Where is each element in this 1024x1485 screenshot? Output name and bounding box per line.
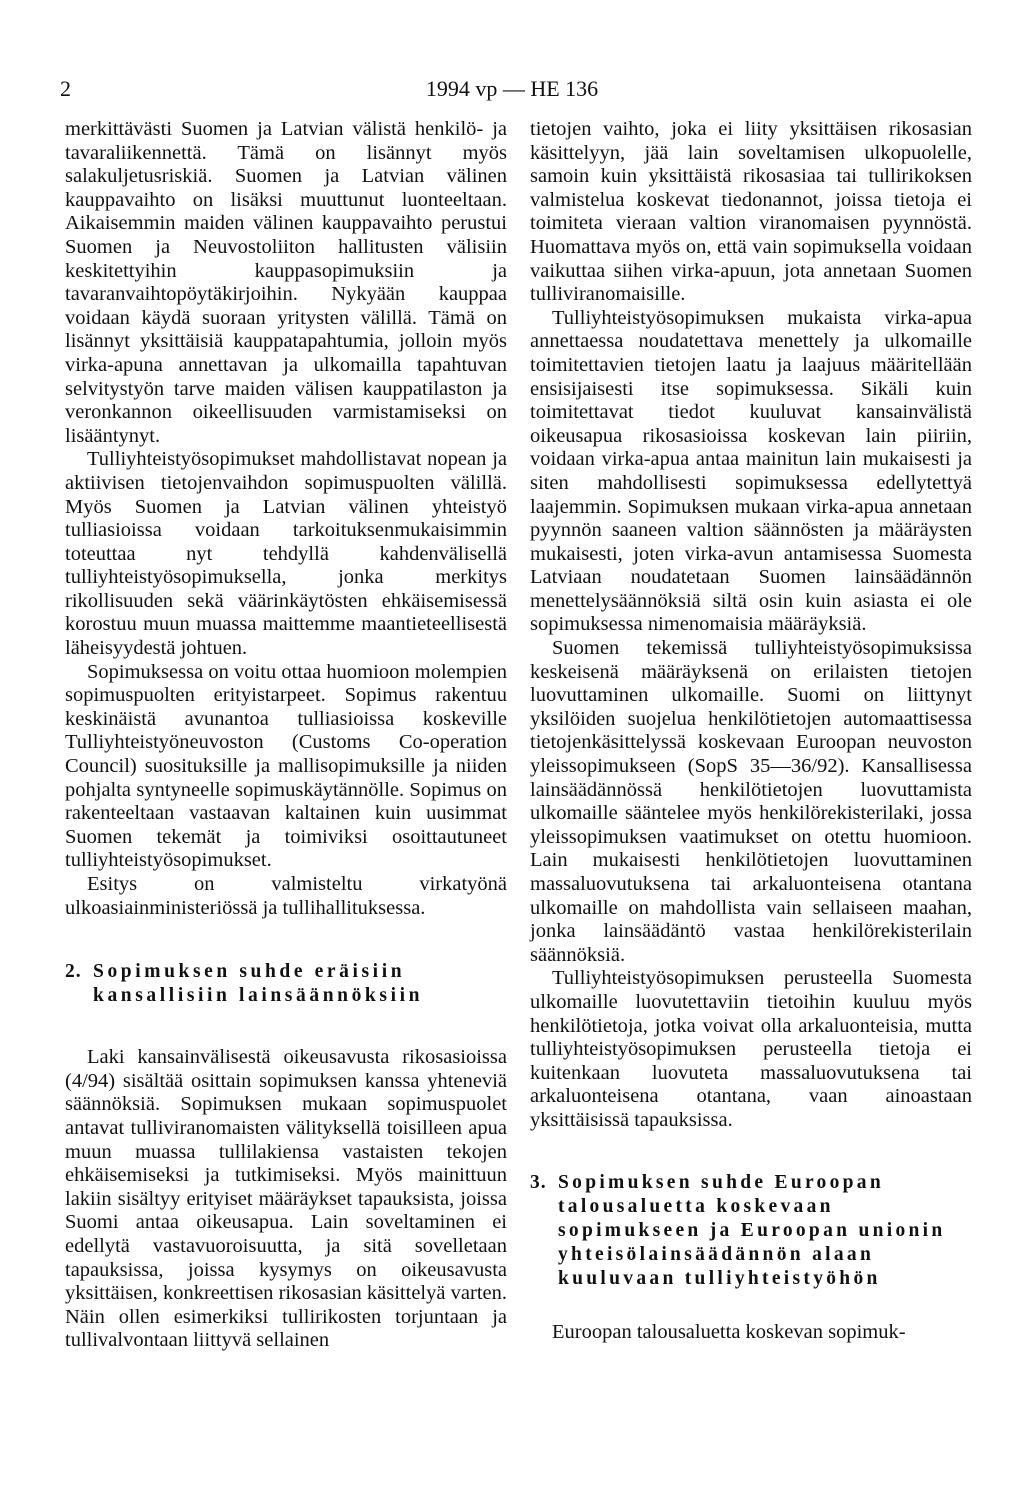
body-paragraph: tietojen vaihto, joka ei liity yksittäisen rikosasian käsittelyyn, jää lain soveltamisen ulkopuolelle, samoin kuin yksittäistä rikosasiaa tai tullirikoksen valmistelua koskevat tiedonannot, joissa tietoja ei toimiteta vieraan valtion viranomaisen pyynnöstä. Huomattava myös on, että vain sopimuksella voidaan vaikuttaa siihen virka-apuun, jota annetaan Suomen tulliviranomaisille. [530, 118, 972, 306]
right-column [530, 118, 972, 1344]
section-heading-2 [65, 960, 507, 1008]
body-paragraph: Euroopan talousaluetta koskevan sopimuk- [552, 1320, 906, 1343]
section-number: 3. [530, 1171, 547, 1193]
page-number: 2 [60, 76, 71, 101]
body-paragraph: Sopimuksessa on voitu ottaa huomioon molempien sopimuspuolten erityistarpeet. Sopimus rakentuu keskinäistä avunantoa tulliasioissa koskeville Tulliyhteistyöneuvoston (Customs Co-operation Council) suosituksille ja mallisopimuksille ja niiden pohjalta syntyneelle sopimuskäytännölle. Sopimus on rakenteeltaan vastaavan kaltainen kuin uusimmat Suomen tekemät ja toimiviksi osoittautuneet tulliyhteistyösopimukset. [65, 660, 507, 872]
section-title: Sopimuksen suhde Euroopan talousaluetta koskevaan sopimukseen ja Euroopan unionin yhteisölainsäädännön alaan kuuluvaan tulliyhteistyöhön [558, 1171, 946, 1289]
section-title: Sopimuksen suhde eräisiin kansallisiin lainsäännöksiin [93, 961, 424, 1007]
body-paragraph: Tulliyhteistyösopimuksen mukaista virka-apua annettaessa noudatettava menettely ja ulkomaille toimitettavien tietojen laatu ja laajuus määritellään ensisijaisesti itse sopimuksessa. Sikäli kuin toimitettavat tiedot kuuluvat kansainvälistä oikeusapua rikosasioissa koskevan lain piiriin, voidaan virka-apua antaa mainitun lain mukaisesti ja siten mahdollisesti sopimuksessa edellytettyä laajemmin. Sopimuksen mukaan virka-apua annetaan pyynnön saaneen valtion säännösten ja määräysten mukaisesti, joten virka-avun antamisessa Suomesta Latviaan noudatetaan Suomen lainsäädännön menettelysäännöksiä siltä osin kuin asiasta ei ole sopimuksessa nimenomaisia määräyksiä. [530, 306, 972, 636]
body-paragraph: merkittävästi Suomen ja Latvian välistä henkilö- ja tavaraliikennettä. Tämä on lisännyt myös salakuljetusriskiä. Suomen ja Latvian välinen kauppavaihto on lisäksi muuttunut luonteeltaan. Aikaisemmin maiden välinen kauppavaihto perustui Suomen ja Neuvostoliiton hallitusten välisiin keskitettyihin kauppasopimuksiin ja tavaranvaihtopöytäkirjoihin. Nykyään kauppaa voidaan käydä suoraan yritysten välillä. Tämä on lisännyt yksittäisiä kauppatapahtumia, jolloin myös virka-apuna annettavan ja ulkomailla tapahtuvan selvitystyön tarve maiden välisen kauppatilaston ja veronkannon oikeellisuuden varmistamiseksi on lisääntynyt. [65, 118, 507, 447]
body-paragraph: Tulliyhteistyösopimukset mahdollistavat nopean ja aktiivisen tietojenvaihdon sopimuspuolten välillä. Myös Suomen ja Latvian välinen yhteistyö tulliasioissa voidaan tarkoituksenmukaisimmin toteuttaa nyt tehdyllä kahdenvälisellä tulliyhteistyösopimuksella, jonka merkitys rikollisuuden sekä väärinkäytösten ehkäisemisessä korostuu muun muassa maittemme maantieteellisestä läheisyydestä johtuen. [65, 448, 507, 660]
running-header: 1994 vp — HE 136 [425, 76, 599, 101]
body-paragraph: Tulliyhteistyösopimuksen perusteella Suomesta ulkomaille luovutettaviin tietoihin kuuluu myös henkilötietoja, jotka voivat olla arkaluonteisia, mutta tulliyhteistyösopimuksen perusteella tietoja ei kuitenkaan luovuteta massaluovutuksena tai arkaluonteisena otantana, vaan ainoastaan yksittäisissä tapauksissa. [530, 967, 972, 1131]
body-paragraph: Laki kansainvälisestä oikeusavusta rikosasioissa (4/94) sisältää osittain sopimuksen kanssa yhteneviä säännöksiä. Sopimuksen mukaan sopimuspuolet antavat tulliviranomaisten välityksellä toisilleen apua muun muassa tullilakiensa vastaisten tekojen ehkäisemiseksi ja tutkimiseksi. Myös mainittuun lakiin sisältyy erityiset määräykset tapauksista, joissa Suomi antaa oikeusapua. Lain soveltaminen ei edellytä vastavuoroisuutta, ja sitä sovelletaan tapauksissa, joissa kysymys on oikeusavusta yksittäisen, konkreettisen rikosasian käsittelyä varten. Näin ollen esimerkiksi tullirikosten torjuntaan ja tullivalvontaan liittyvä sellainen [65, 1046, 507, 1352]
body-paragraph: Esitys on valmisteltu virkatyönä ulkoasiainministeriössä ja tullihallituksessa. [65, 873, 507, 919]
left-column [65, 118, 507, 1353]
section-heading-3 [530, 1171, 972, 1291]
body-paragraph: Suomen tekemissä tulliyhteistyösopimuksissa keskeisenä määräyksenä on erilaisten tietojen luovuttaminen ulkomaille. Suomi on liittynyt yksilöiden suojelua henkilötietojen automaattisessa tietojenkäsittelyssä koskevaan Euroopan neuvoston yleissopimukseen (SopS 35—36/92). Kansallisessa lainsäädännössä henkilötietojen luovuttamista ulkomaille sääntelee myös henkilörekisterilaki, jossa yleissopimuksen vaatimukset on otettu huomioon. Lain mukaisesti henkilötietojen luovuttaminen massaluovutuksena tai arkaluonteisena otantana ulkomaille on mahdollista vain sellaiseen maahan, jonka lainsäädäntö vastaa henkilörekisterilain säännöksiä. [530, 637, 972, 966]
section-number: 2. [65, 961, 82, 983]
